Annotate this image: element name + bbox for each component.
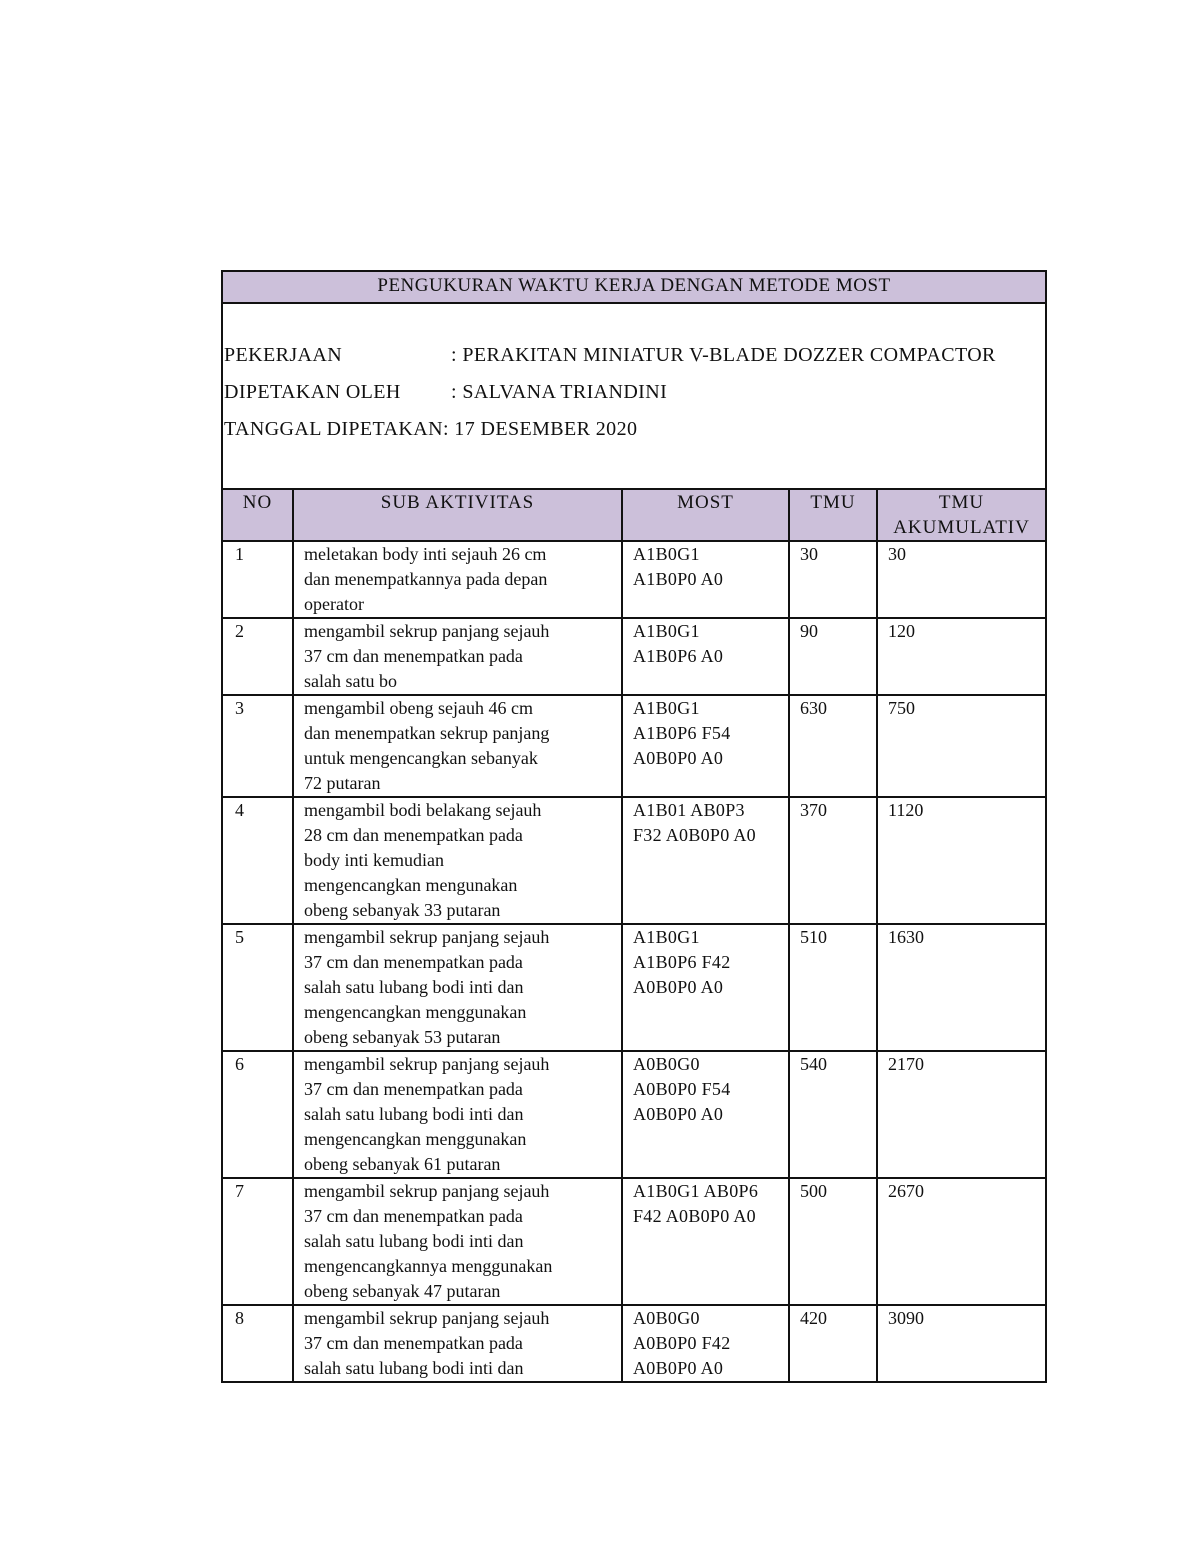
cell-most: A1B0G1 A1B0P0 A0 xyxy=(633,544,724,589)
cell-tmu: 370 xyxy=(789,797,877,924)
table-row xyxy=(222,695,1046,797)
cell-tmu: 500 xyxy=(789,1178,877,1305)
header-tmu-akumulatif: TMU AKUMULATIV xyxy=(877,489,1046,541)
cell-most: A1B0G1 A1B0P6 F54 A0B0P0 A0 xyxy=(633,698,731,768)
pekerjaan-value: : PERAKITAN MINIATUR V-BLADE DOZZER COMPACTOR xyxy=(451,344,996,366)
table-header-row xyxy=(222,489,1046,541)
cell-tmu-akumulatif: 30 xyxy=(877,541,1046,618)
cell-tmu: 540 xyxy=(789,1051,877,1178)
cell-most: A0B0G0 A0B0P0 F54 A0B0P0 A0 xyxy=(633,1054,731,1124)
cell-no: 3 xyxy=(222,695,293,797)
dipetakan-label: DIPETAKAN OLEH xyxy=(224,381,401,403)
cell-no: 2 xyxy=(222,618,293,695)
cell-sub-aktivitas: mengambil bodi belakang sejauh 28 cm dan menempatkan pada body inti kemudian mengencangkan mengunakan obeng sebanyak 33 putaran xyxy=(304,800,542,920)
cell-tmu: 630 xyxy=(789,695,877,797)
cell-most: A0B0G0 A0B0P0 F42 A0B0P0 A0 xyxy=(633,1308,731,1378)
pekerjaan-label: PEKERJAAN xyxy=(224,344,343,366)
cell-sub-aktivitas: mengambil sekrup panjang sejauh 37 cm dan menempatkan pada salah satu lubang bodi inti dan xyxy=(304,1308,550,1378)
cell-no: 4 xyxy=(222,797,293,924)
table-row xyxy=(222,924,1046,1051)
cell-tmu-akumulatif: 2170 xyxy=(877,1051,1046,1178)
dipetakan-value: : SALVANA TRIANDINI xyxy=(451,381,668,403)
header-tmu: TMU xyxy=(789,489,877,541)
cell-tmu-akumulatif: 3090 xyxy=(877,1305,1046,1382)
cell-sub-aktivitas: mengambil sekrup panjang sejauh 37 cm dan menempatkan pada salah satu lubang bodi inti dan mengencangkan menggunakan obeng sebanyak 53 putaran xyxy=(304,927,550,1047)
tanggal-line xyxy=(224,415,1045,452)
dipetakan-line xyxy=(224,378,1045,415)
cell-sub-aktivitas: mengambil sekrup panjang sejauh 37 cm dan menempatkan pada salah satu bo xyxy=(304,621,550,691)
info-section xyxy=(222,303,1046,489)
cell-most: A1B0G1 A1B0P6 A0 xyxy=(633,621,724,666)
table-row xyxy=(222,1305,1046,1382)
table-row xyxy=(222,541,1046,618)
most-measurement-table xyxy=(221,270,1047,1383)
cell-sub-aktivitas: meletakan body inti sejauh 26 cm dan menempatkannya pada depan operator xyxy=(304,544,548,614)
cell-tmu: 30 xyxy=(789,541,877,618)
header-no: NO xyxy=(222,489,293,541)
cell-no: 8 xyxy=(222,1305,293,1382)
cell-no: 6 xyxy=(222,1051,293,1178)
header-sub-aktivitas: SUB AKTIVITAS xyxy=(293,489,622,541)
cell-tmu: 90 xyxy=(789,618,877,695)
cell-sub-aktivitas: mengambil sekrup panjang sejauh 37 cm dan menempatkan pada salah satu lubang bodi inti dan mengencangkan menggunakan obeng sebanyak 61 putaran xyxy=(304,1054,550,1174)
cell-tmu: 420 xyxy=(789,1305,877,1382)
cell-tmu: 510 xyxy=(789,924,877,1051)
cell-no: 1 xyxy=(222,541,293,618)
cell-no: 5 xyxy=(222,924,293,1051)
cell-most: A1B0G1 AB0P6 F42 A0B0P0 A0 xyxy=(633,1181,759,1226)
cell-most: A1B01 AB0P3 F32 A0B0P0 A0 xyxy=(633,800,756,845)
table-row xyxy=(222,1178,1046,1305)
cell-no: 7 xyxy=(222,1178,293,1305)
table-title: PENGUKURAN WAKTU KERJA DENGAN METODE MOST xyxy=(222,271,1046,303)
cell-most: A1B0G1 A1B0P6 F42 A0B0P0 A0 xyxy=(633,927,731,997)
table-row xyxy=(222,618,1046,695)
header-most: MOST xyxy=(622,489,789,541)
table-row xyxy=(222,1051,1046,1178)
cell-tmu-akumulatif: 1120 xyxy=(877,797,1046,924)
cell-sub-aktivitas: mengambil sekrup panjang sejauh 37 cm dan menempatkan pada salah satu lubang bodi inti dan mengencangkannya menggunakan obeng sebanyak 47 putaran xyxy=(304,1181,553,1301)
tanggal-text: TANGGAL DIPETAKAN: 17 DESEMBER 2020 xyxy=(224,418,638,440)
pekerjaan-line xyxy=(224,341,1045,378)
table-row xyxy=(222,797,1046,924)
cell-sub-aktivitas: mengambil obeng sejauh 46 cm dan menempatkan sekrup panjang untuk mengencangkan sebanyak 72 putaran xyxy=(304,698,550,793)
cell-tmu-akumulatif: 1630 xyxy=(877,924,1046,1051)
cell-tmu-akumulatif: 120 xyxy=(877,618,1046,695)
cell-tmu-akumulatif: 2670 xyxy=(877,1178,1046,1305)
cell-tmu-akumulatif: 750 xyxy=(877,695,1046,797)
